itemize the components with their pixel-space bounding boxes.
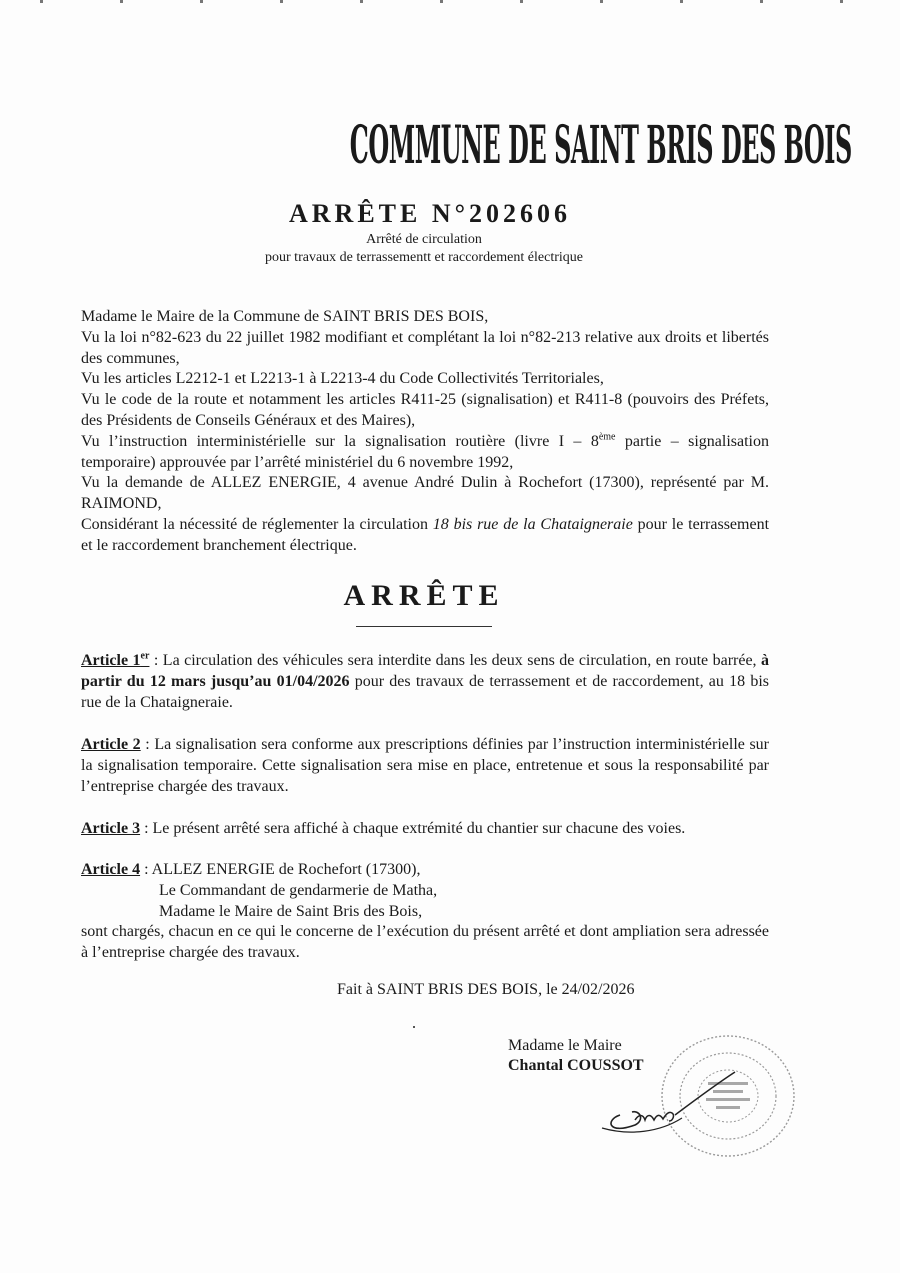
signatory-name: Chantal COUSSOT [508,1057,644,1074]
article-4-label: Article 4 [81,861,141,878]
article-1-label-text: Article 1 [81,652,141,669]
handwritten-signature [600,1070,740,1140]
article-3-text: : Le présent arrêté sera affiché à chaque extrémité du chantier sur chacune des voies. [140,820,686,837]
article-4-line-4: sont chargés, chacun en ce qui le concerne de l’exécution du présent arrêté et dont ampliation sera adressée à l’entreprise chargée des travaux. [81,923,769,962]
arrete-number: ARRÊTE N°202606 [289,199,572,228]
article-3-label: Article 3 [81,820,141,837]
instruction-before: Vu l’instruction interministérielle sur la signalisation routière (livre I – 8 [81,432,599,450]
article-2-text: : La signalisation sera conforme aux prescriptions définies par l’instruction interministérielle sur la signalisation temporaire. Cette signalisation sera mise en place, entretenue et sous la responsabilité par l’entreprise chargée des travaux. [81,736,770,795]
article-1-text-end: pour des travaux de terrassement et de raccordement, au 18 bis rue de la Chataigneraie. [81,672,770,711]
article-1-text: : La circulation des véhicules sera interdite dans les deux sens de circulation, en route barrée, [149,652,762,669]
article-3 [81,819,769,840]
instruction-sup: ème [598,431,616,443]
commune-name-heading: COMMUNE DE SAINT BRIS DES BOIS [349,115,852,176]
article-4-line-3: Madame le Maire de Saint Bris des Bois, [159,902,423,920]
preamble-demande: Vu la demande de ALLEZ ENERGIE, 4 avenue André Dulin à Rochefort (17300), représenté par M. RAIMOND, [81,474,769,513]
article-2-label: Article 2 [81,736,141,753]
scan-top-dots [0,0,900,6]
main-title: ARRÊTE [343,579,505,612]
title-underline [356,626,492,627]
article-2 [81,735,769,797]
subtitle-travaux-text: pour travaux de terrassementt et raccordement électrique [265,250,583,265]
preamble-considerant [81,515,769,557]
preamble-line: Vu les articles L2212-1 et L2213-1 à L2213-4 du Code Collectivités Territoriales, [81,370,604,388]
preamble [81,307,769,557]
scan-speck [413,1026,415,1028]
signatory-title: Madame le Maire [508,1037,622,1054]
subtitle-travaux [0,249,848,266]
article-1-label [81,652,149,669]
preamble-instruction [81,432,769,474]
article-4 [81,860,769,964]
subtitle-circulation-text: Arrêté de circulation [366,232,482,247]
article-1 [81,651,769,713]
preamble-line: Madame le Maire de la Commune de SAINT BRIS DES BOIS, [81,308,489,325]
article-4-line-1: : ALLEZ ENERGIE de Rochefort (17300), [140,861,421,878]
considerant-location: 18 bis rue de la Chataigneraie [432,515,633,533]
place-date: Fait à SAINT BRIS DES BOIS, le 24/02/2026 [337,981,635,998]
preamble-line: Vu le code de la route et notamment les articles R411-25 (signalisation) et R411-8 (pouvoirs des Préfets, des Présidents de Conseils Généraux et des Maires), [81,391,769,429]
preamble-line: Vu la loi n°82-623 du 22 juillet 1982 modifiant et complétant la loi n°82-213 relative aux droits et libertés des communes, [81,328,769,367]
article-1-sup: er [140,650,150,662]
article-4-line-2: Le Commandant de gendarmerie de Matha, [159,881,438,899]
considerant-before: Considérant la nécessité de réglementer la circulation [81,515,433,533]
instruction-after: partie – signalisation temporaire) approuvée par l’arrêté ministériel du 6 novembre 1992, [81,432,769,471]
article-1-dates: à partir du 12 mars jusqu’au 01/04/2026 [81,652,770,690]
subtitle-circulation [0,231,848,248]
considerant-after: pour le terrassement et le raccordement branchement électrique. [81,515,770,554]
